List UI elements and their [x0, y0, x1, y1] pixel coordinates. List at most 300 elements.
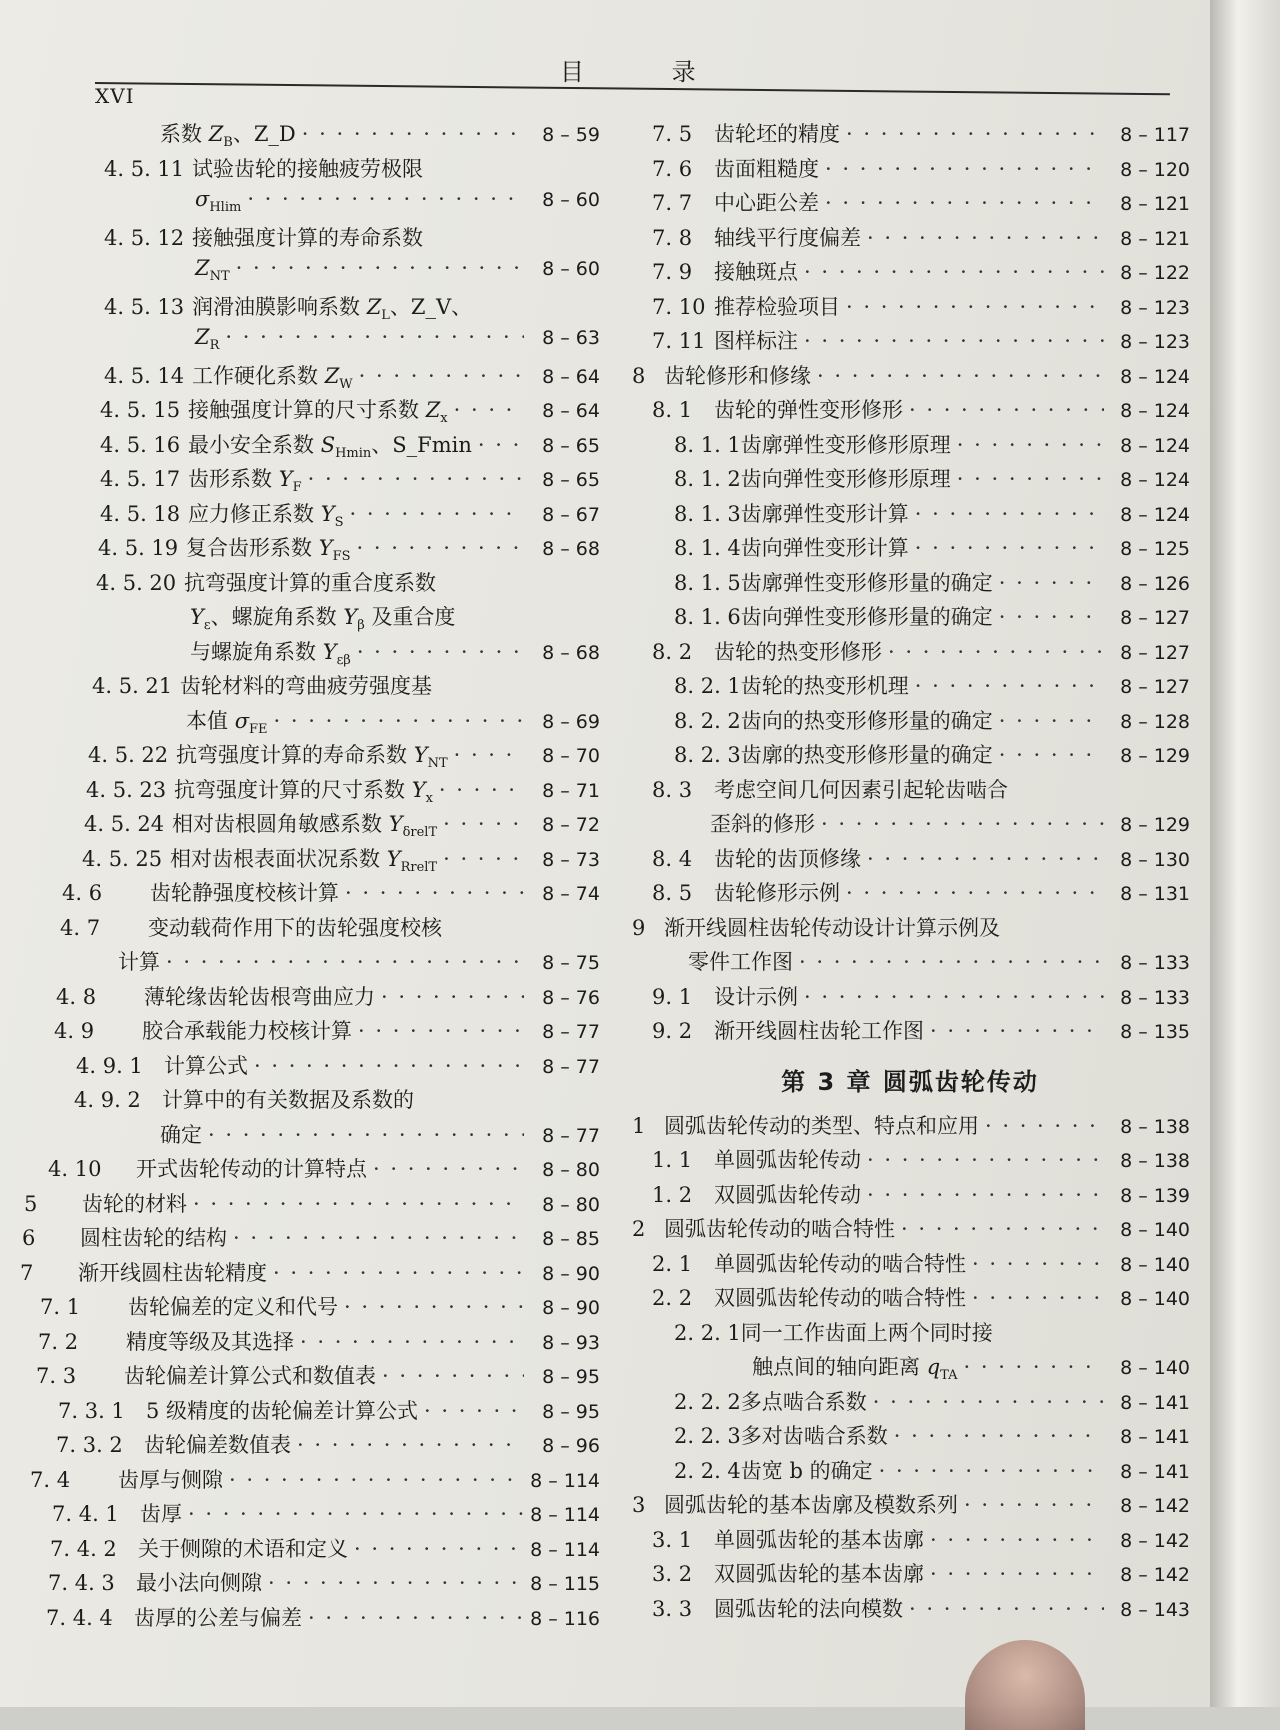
toc-entry[interactable]	[0, 739, 600, 774]
toc-entry-page: 8 – 139	[1120, 1184, 1190, 1207]
toc-entry-title: 齿廓的热变形修形量的确定	[740, 743, 993, 767]
toc-entry-number: 4. 5. 21	[92, 674, 173, 698]
toc-entry-number: 3. 3	[652, 1596, 693, 1621]
toc-entry-page: 8 – 124	[1120, 503, 1190, 526]
toc-entry[interactable]	[0, 1533, 600, 1568]
dot-leader	[930, 1528, 1104, 1552]
toc-entry-title: 最小法向侧隙	[136, 1571, 262, 1595]
toc-entry-title: 计算公式	[164, 1053, 248, 1078]
toc-entry[interactable]	[0, 1429, 600, 1464]
toc-entry-number: 8. 1. 4	[674, 536, 741, 560]
toc-entry-title: 齿轮偏差数值表	[144, 1433, 291, 1457]
toc-entry-page: 8 – 77	[542, 1124, 600, 1147]
toc-entry-number: 4. 10	[48, 1157, 102, 1181]
toc-entry[interactable]	[630, 946, 1190, 981]
toc-entry[interactable]	[630, 153, 1190, 188]
toc-entry-title: 齿向的热变形修形量的确定	[740, 708, 993, 733]
dot-leader	[999, 743, 1104, 767]
toc-entry-number: 2. 2. 3	[674, 1424, 741, 1448]
toc-entry[interactable]	[630, 1317, 1190, 1352]
dot-leader	[799, 950, 1104, 974]
dot-leader	[273, 1261, 524, 1285]
toc-entry-page: 8 – 74	[542, 883, 600, 905]
toc-entry-title: 相对齿根表面状况系数 $Y_{RrelT}$	[170, 846, 438, 875]
toc-entry[interactable]	[0, 1395, 600, 1430]
dot-leader	[247, 187, 524, 211]
toc-entry-title: 齿轮的材料	[82, 1191, 187, 1216]
toc-entry-title: 轴线平行度偏差	[714, 225, 861, 250]
toc-entry-page: 8 – 131	[1120, 883, 1190, 905]
dot-leader	[300, 1330, 524, 1354]
toc-entry-number: 7. 3. 1	[58, 1398, 125, 1423]
toc-entry-title: 触点间的轴向距离 $q_{TA}$	[752, 1355, 958, 1384]
toc-entry-number: 7. 4. 3	[48, 1571, 115, 1595]
dot-leader	[302, 122, 524, 146]
dot-leader	[894, 1424, 1104, 1448]
toc-entry-title: 工作硬化系数 $Z_W$	[192, 363, 353, 392]
toc-entry-number: 4. 5. 20	[96, 570, 177, 595]
dot-leader	[439, 778, 524, 802]
toc-entry[interactable]	[630, 291, 1190, 326]
toc-entry[interactable]	[630, 1351, 1190, 1386]
dot-leader	[985, 1114, 1104, 1138]
toc-entry[interactable]	[0, 705, 600, 740]
toc-entry[interactable]	[0, 291, 600, 326]
toc-entry[interactable]	[630, 325, 1190, 360]
toc-entry-number: 2. 2. 2	[674, 1389, 741, 1414]
toc-entry-number: 2. 1	[652, 1251, 693, 1276]
dot-leader	[909, 1597, 1104, 1621]
toc-entry[interactable]	[0, 946, 600, 981]
toc-entry-title: 齿轮坯的精度	[714, 122, 840, 146]
toc-entry[interactable]	[0, 1567, 600, 1602]
toc-entry-title: 圆弧齿轮的法向模数	[714, 1596, 903, 1621]
toc-entry[interactable]	[0, 670, 600, 705]
toc-entry-number: 4. 5. 24	[84, 812, 165, 836]
toc-entry-number: 7. 5	[652, 122, 693, 146]
toc-entry[interactable]	[0, 360, 600, 395]
toc-entry-title: 圆弧齿轮传动的啮合特性	[664, 1217, 895, 1241]
toc-entry-title: 齿轮修形示例	[714, 881, 840, 905]
toc-entry-title: 渐开线圆柱齿轮精度	[78, 1260, 267, 1285]
toc-entry-number: 3	[632, 1493, 646, 1517]
toc-entry-title: 推荐检验项目	[714, 294, 840, 319]
toc-entry-page: 8 – 143	[1120, 1598, 1190, 1621]
toc-entry-page: 8 – 75	[542, 952, 600, 974]
toc-entry-page: 8 – 138	[1120, 1115, 1190, 1138]
toc-entry[interactable]	[630, 1420, 1190, 1455]
toc-entry[interactable]	[0, 1326, 600, 1361]
toc-entry-title: 齿轮的热变形机理	[740, 674, 909, 698]
toc-entry-title: 齿轮修形和修缘	[664, 363, 811, 388]
toc-entry-page: 8 – 114	[530, 1504, 600, 1526]
toc-entry-page: 8 – 141	[1120, 1426, 1190, 1448]
toc-entry-page: 8 – 135	[1120, 1021, 1190, 1043]
toc-entry[interactable]	[0, 1153, 600, 1188]
toc-entry-page: 8 – 114	[530, 1469, 600, 1492]
toc-entry-page: 8 – 70	[542, 745, 600, 767]
toc-entry-number: 2	[632, 1217, 646, 1241]
toc-entry-title: $Y_\varepsilon$、螺旋角系数 $Y_\beta$ 及重合度	[190, 605, 456, 634]
toc-entry-number: 4. 5. 19	[98, 536, 179, 560]
toc-entry-number: 7. 11	[652, 329, 706, 353]
toc-entry-number: 8. 1. 5	[674, 570, 741, 595]
toc-entry[interactable]	[630, 1593, 1190, 1628]
toc-entry-page: 8 – 68	[542, 641, 600, 664]
toc-entry-page: 8 – 140	[1120, 1253, 1190, 1276]
toc-entry-page: 8 – 67	[542, 503, 600, 526]
toc-entry-page: 8 – 64	[542, 400, 600, 422]
toc-left-column	[0, 118, 600, 1636]
toc-entry-page: 8 – 85	[542, 1228, 600, 1250]
toc-entry[interactable]	[0, 1602, 600, 1637]
toc-entry[interactable]	[630, 1179, 1190, 1214]
toc-entry[interactable]	[0, 325, 600, 360]
toc-entry[interactable]	[630, 774, 1190, 809]
dot-leader	[972, 1252, 1104, 1276]
toc-entry-title: 接触斑点	[714, 260, 798, 284]
toc-entry-number: 6	[22, 1226, 36, 1250]
toc-entry[interactable]	[0, 463, 600, 498]
toc-entry[interactable]	[630, 1489, 1190, 1524]
toc-entry[interactable]	[0, 1050, 600, 1085]
toc-entry[interactable]	[0, 429, 600, 464]
toc-entry-number: 2. 2	[652, 1286, 693, 1310]
toc-entry[interactable]	[0, 912, 600, 947]
toc-entry-title: 齿轮静强度校核计算	[150, 881, 339, 905]
dot-leader	[817, 364, 1104, 388]
toc-entry[interactable]	[0, 187, 600, 222]
toc-entry[interactable]	[630, 808, 1190, 843]
toc-entry-title: 多点啮合系数	[740, 1389, 867, 1414]
toc-entry-number: 8. 4	[652, 846, 693, 871]
toc-entry-number: 8. 1	[652, 398, 693, 422]
toc-entry-title: 齿面粗糙度	[714, 156, 819, 181]
dot-leader	[345, 881, 524, 905]
toc-entry-number: 7. 7	[652, 191, 693, 215]
toc-entry-number: 7. 8	[652, 225, 693, 250]
toc-entry-title: 图样标注	[714, 329, 798, 353]
toc-entry-page: 8 – 125	[1120, 538, 1190, 560]
toc-entry-title: 圆弧齿轮传动的类型、特点和应用	[664, 1113, 979, 1138]
toc-entry[interactable]	[630, 877, 1190, 912]
toc-entry-title: 双圆弧齿轮传动的啮合特性	[714, 1286, 966, 1310]
toc-entry[interactable]	[630, 1015, 1190, 1050]
toc-entry[interactable]	[0, 1015, 600, 1050]
dot-leader	[915, 536, 1104, 560]
toc-entry[interactable]	[0, 567, 600, 602]
toc-entry[interactable]	[0, 843, 600, 878]
toc-entry-number: 4. 5. 13	[104, 294, 185, 319]
dot-leader	[873, 1390, 1104, 1414]
toc-entry[interactable]	[0, 774, 600, 809]
toc-entry-title: 抗弯强度计算的寿命系数 $Y_{NT}$	[176, 743, 448, 772]
toc-entry-page: 8 – 141	[1120, 1460, 1190, 1483]
toc-entry-number: 1. 2	[652, 1182, 693, 1207]
toc-entry[interactable]	[630, 1282, 1190, 1317]
toc-entry-page: 8 – 121	[1120, 227, 1190, 250]
toc-entry[interactable]	[0, 118, 600, 153]
toc-entry-page: 8 – 138	[1120, 1150, 1190, 1172]
dot-leader	[308, 1606, 524, 1630]
toc-entry-number: 4. 5. 11	[104, 156, 185, 181]
toc-entry-number: 5	[24, 1191, 38, 1216]
page-title: 目 录	[560, 58, 736, 86]
toc-entry[interactable]	[0, 1257, 600, 1292]
toc-entry-page: 8 – 60	[542, 258, 600, 280]
toc-entry[interactable]	[630, 1558, 1190, 1593]
toc-entry[interactable]	[630, 222, 1190, 257]
toc-entry[interactable]	[0, 1188, 600, 1223]
toc-entry[interactable]	[630, 912, 1190, 947]
toc-entry[interactable]	[630, 118, 1190, 153]
dot-leader	[359, 364, 524, 388]
dot-leader	[354, 1537, 524, 1561]
toc-entry-number: 7. 10	[652, 294, 706, 319]
toc-entry[interactable]	[630, 532, 1190, 567]
dot-leader	[381, 985, 524, 1009]
toc-entry[interactable]	[0, 222, 600, 257]
toc-entry-title: 齿厚与侧隙	[118, 1467, 223, 1492]
dot-leader	[804, 985, 1104, 1009]
toc-entry-number: 8. 1. 1	[674, 432, 741, 457]
toc-entry[interactable]	[0, 1291, 600, 1326]
toc-entry[interactable]	[630, 498, 1190, 533]
toc-entry-number: 1. 1	[652, 1148, 693, 1172]
dot-leader	[825, 157, 1104, 181]
toc-entry-number: 9. 1	[652, 984, 693, 1009]
dot-leader	[846, 881, 1104, 905]
toc-entry-page: 8 – 140	[1120, 1219, 1190, 1241]
toc-entry-page: 8 – 127	[1120, 641, 1190, 664]
toc-entry-number: 8. 2. 1	[674, 674, 741, 698]
toc-entry[interactable]	[630, 256, 1190, 291]
next-page-edge	[1210, 0, 1280, 1707]
toc-entry-number: 4. 5. 12	[104, 225, 185, 250]
toc-entry[interactable]	[0, 1360, 600, 1395]
toc-entry[interactable]	[630, 705, 1190, 740]
toc-entry[interactable]	[630, 1386, 1190, 1421]
toc-entry[interactable]	[630, 1524, 1190, 1559]
toc-entry[interactable]	[0, 1222, 600, 1257]
toc-entry-number: 8. 1. 3	[674, 501, 741, 526]
toc-entry-page: 8 – 68	[542, 538, 600, 560]
toc-entry-title: 接触强度计算的尺寸系数 $Z_x$	[188, 398, 448, 427]
toc-entry-title: 双圆弧齿轮的基本齿廓	[714, 1562, 924, 1586]
toc-entry-page: 8 – 114	[530, 1538, 600, 1561]
page-number: XVI	[95, 84, 135, 108]
toc-entry-number: 7. 4. 4	[46, 1605, 113, 1630]
toc-entry-title: 齿轮材料的弯曲疲劳强度基	[180, 674, 432, 698]
toc-entry-title: 应力修正系数 $Y_S$	[188, 501, 344, 530]
toc-entry[interactable]	[0, 153, 600, 188]
toc-entry-number: 7. 1	[40, 1295, 81, 1319]
toc-entry-page: 8 – 64	[542, 365, 600, 388]
toc-entry[interactable]	[0, 636, 600, 671]
dot-leader	[349, 502, 524, 526]
toc-entry[interactable]	[630, 360, 1190, 395]
toc-entry-number: 4. 5. 16	[100, 432, 181, 457]
toc-entry[interactable]	[0, 601, 600, 636]
toc-entry-page: 8 – 63	[542, 327, 600, 349]
toc-entry[interactable]	[0, 498, 600, 533]
toc-entry[interactable]	[0, 1119, 600, 1154]
toc-entry-page: 8 – 123	[1120, 296, 1190, 319]
toc-entry-page: 8 – 129	[1120, 814, 1190, 836]
dot-leader	[804, 260, 1104, 284]
toc-entry-number: 7	[20, 1260, 34, 1285]
toc-entry-title: 单圆弧齿轮传动的啮合特性	[714, 1251, 966, 1276]
toc-entry[interactable]	[630, 463, 1190, 498]
toc-entry[interactable]	[0, 808, 600, 843]
toc-entry-number: 4. 6	[62, 881, 103, 905]
toc-entry[interactable]	[630, 1213, 1190, 1248]
toc-entry-title: 计算	[118, 950, 160, 974]
toc-entry-page: 8 – 128	[1120, 710, 1190, 733]
dot-leader	[964, 1355, 1105, 1379]
toc-entry-title: 润滑油膜影响系数 $Z_L$、Z_V、	[192, 294, 473, 323]
toc-entry[interactable]	[630, 1248, 1190, 1283]
dot-leader	[193, 1192, 524, 1216]
toc-entry[interactable]	[0, 877, 600, 912]
toc-entry-page: 8 – 65	[542, 434, 600, 457]
dot-leader	[972, 1286, 1104, 1310]
toc-entry-page: 8 – 130	[1120, 848, 1190, 871]
toc-entry-page: 8 – 60	[542, 189, 600, 211]
toc-entry-title: 多对齿啮合系数	[740, 1424, 888, 1448]
toc-entry[interactable]	[630, 981, 1190, 1016]
toc-entry-page: 8 – 133	[1120, 986, 1190, 1009]
toc-entry[interactable]	[0, 394, 600, 429]
toc-entry[interactable]	[0, 1464, 600, 1499]
toc-entry-title: 齿形系数 $Y_F$	[188, 467, 302, 496]
toc-entry[interactable]	[630, 670, 1190, 705]
dot-leader	[915, 502, 1104, 526]
toc-entry-title: 齿厚	[140, 1502, 182, 1526]
toc-entry-page: 8 – 80	[542, 1159, 600, 1181]
dot-leader	[999, 709, 1104, 733]
toc-entry[interactable]	[630, 429, 1190, 464]
toc-entry-number: 4. 5. 17	[100, 467, 181, 491]
toc-entry-page: 8 – 80	[542, 1193, 600, 1216]
toc-entry-title: 齿向弹性变形计算	[740, 536, 909, 560]
dot-leader	[274, 709, 524, 733]
dot-leader	[888, 640, 1104, 664]
toc-entry[interactable]	[630, 636, 1190, 671]
toc-entry[interactable]	[630, 601, 1190, 636]
toc-entry-title: 齿轮的弹性变形修形	[714, 398, 903, 422]
toc-entry[interactable]	[0, 256, 600, 291]
toc-entry[interactable]	[630, 1144, 1190, 1179]
toc-entry[interactable]	[630, 1110, 1190, 1145]
toc-entry[interactable]	[630, 1455, 1190, 1490]
toc-entry-number: 8. 3	[652, 777, 693, 802]
toc-entry-title: 胶合承载能力校核计算	[142, 1019, 352, 1043]
toc-entry-title: 复合齿形系数 $Y_{FS}$	[186, 536, 351, 565]
dot-leader	[478, 433, 524, 457]
toc-entry-number: 8	[632, 363, 646, 388]
toc-entry[interactable]	[630, 567, 1190, 602]
toc-entry-number: 4. 5. 18	[100, 501, 181, 526]
toc-entry-title: 齿廓弹性变形修形量的确定	[740, 570, 993, 595]
dot-leader	[297, 1433, 524, 1457]
toc-entry[interactable]	[630, 394, 1190, 429]
toc-entry-title: 计算中的有关数据及系数的	[162, 1088, 414, 1112]
toc-entry-page: 8 – 124	[1120, 469, 1190, 491]
toc-entry-page: 8 – 117	[1120, 124, 1190, 146]
toc-entry-page: 8 – 116	[530, 1607, 600, 1630]
toc-entry-number: 2. 2. 4	[674, 1458, 741, 1483]
toc-entry-title: 齿轮偏差的定义和代号	[128, 1295, 338, 1319]
toc-entry-number: 9	[632, 915, 646, 940]
chapter-heading: 第 3 章 圆弧齿轮传动	[781, 1068, 1039, 1096]
toc-entry-number: 8. 5	[652, 881, 693, 905]
toc-entry-title: 精度等级及其选择	[126, 1329, 294, 1354]
dot-leader	[233, 1226, 524, 1250]
toc-entry-number: 7. 4. 2	[50, 1536, 117, 1561]
toc-entry-page: 8 – 122	[1120, 262, 1190, 284]
toc-entry[interactable]	[630, 843, 1190, 878]
dot-leader	[357, 536, 525, 560]
dot-leader	[208, 1123, 524, 1147]
toc-entry-title: 最小安全系数 $S_{Hmin}$、S_Fmin	[188, 432, 472, 461]
dot-leader	[344, 1295, 524, 1319]
toc-entry[interactable]	[0, 532, 600, 567]
toc-entry-title: 变动载荷作用下的齿轮强度校核	[148, 915, 442, 940]
toc-entry-number: 4. 5. 15	[100, 398, 181, 422]
toc-entry[interactable]	[630, 187, 1190, 222]
toc-entry-title: 单圆弧齿轮传动	[714, 1148, 861, 1172]
toc-entry-page: 8 – 95	[542, 1400, 600, 1423]
toc-entry-title: 5 级精度的齿轮偏差计算公式	[146, 1398, 419, 1423]
toc-entry-number: 8. 1. 2	[674, 467, 741, 491]
toc-entry[interactable]	[0, 981, 600, 1016]
toc-entry-title: 齿厚的公差与偏差	[134, 1605, 302, 1630]
toc-entry-title: 圆弧齿轮的基本齿廓及模数系列	[664, 1493, 958, 1517]
toc-entry-title: 齿廓弹性变形修形原理	[740, 432, 951, 457]
dot-leader	[957, 433, 1104, 457]
toc-entry-title: 开式齿轮传动的计算特点	[136, 1157, 367, 1181]
toc-entry-number: 4. 8	[56, 984, 97, 1009]
dot-leader	[867, 226, 1104, 250]
toc-entry-number: 3. 2	[652, 1562, 693, 1586]
toc-entry-page: 8 – 124	[1120, 365, 1190, 388]
dot-leader	[846, 122, 1104, 146]
toc-entry-title: 系数 $Z_B$、Z_D	[160, 122, 296, 151]
toc-entry[interactable]	[0, 1498, 600, 1533]
toc-entry-number: 2. 2. 1	[674, 1320, 741, 1345]
toc-entry-title: $Z_R$	[195, 325, 220, 354]
toc-entry-page: 8 – 129	[1120, 745, 1190, 767]
toc-entry-page: 8 – 140	[1120, 1288, 1190, 1310]
toc-entry-number: 3. 1	[652, 1527, 693, 1552]
toc-entry-page: 8 – 71	[542, 779, 600, 802]
toc-entry-title: 中心距公差	[714, 191, 819, 215]
toc-entry[interactable]	[630, 739, 1190, 774]
toc-entry-number: 7. 9	[652, 260, 693, 284]
toc-entry-page: 8 – 120	[1120, 158, 1190, 181]
toc-entry-page: 8 – 142	[1120, 1529, 1190, 1552]
toc-entry-number: 4. 5. 22	[88, 743, 169, 767]
toc-entry[interactable]	[0, 1084, 600, 1119]
toc-entry-title: 与螺旋角系数 $Y_{\varepsilon\beta}$	[190, 639, 351, 668]
dot-leader	[236, 256, 524, 280]
dot-leader	[308, 467, 524, 491]
dot-leader	[373, 1157, 524, 1181]
toc-entry-number: 8. 2. 3	[674, 743, 741, 767]
toc-entry-number: 4. 5. 14	[104, 363, 185, 388]
dot-leader	[424, 1399, 524, 1423]
